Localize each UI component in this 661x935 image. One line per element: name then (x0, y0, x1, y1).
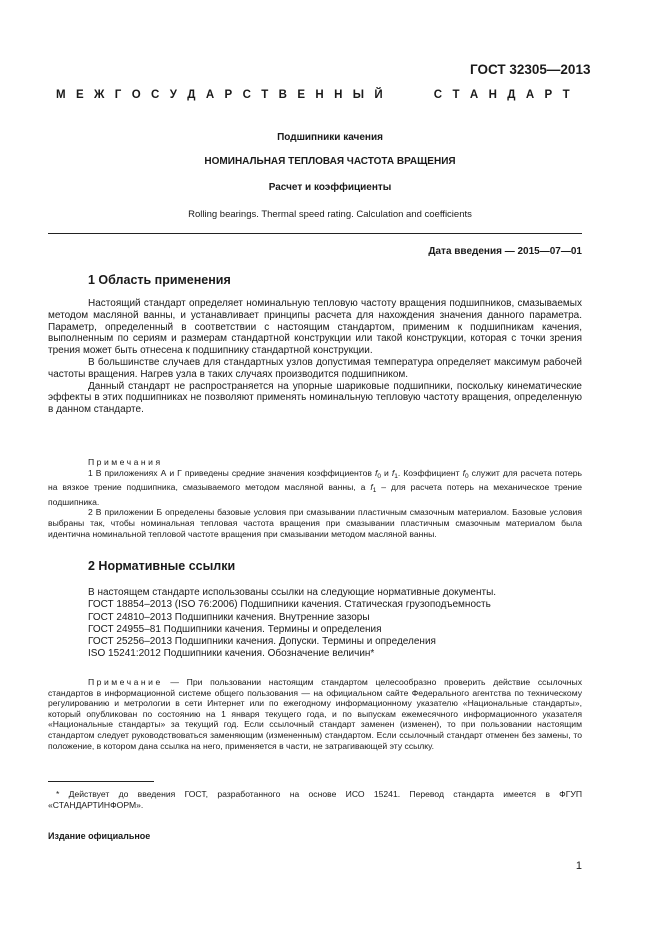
standard-type-letter: Д (187, 89, 196, 101)
section-1-heading: 1 Область применения (88, 273, 231, 287)
standard-type-letter: Р (544, 89, 553, 101)
reference-item: ГОСТ 24810–2013 Подшипники качения. Внутренние зазоры (88, 611, 370, 623)
note-heading: Примечание (88, 677, 163, 687)
standard-type-letter: Е (297, 89, 306, 101)
reference-item: ISO 15241:2012 Подшипники качения. Обозначение величин* (88, 648, 375, 660)
standard-type-letter: Н (334, 89, 343, 101)
standard-type-letter: Н (315, 89, 324, 101)
title-divider (48, 233, 582, 234)
title-line-3: Расчет и коэффициенты (268, 182, 392, 193)
standard-type-letter (393, 89, 396, 101)
title-line-2: НОМИНАЛЬНАЯ ТЕПЛОВАЯ ЧАСТОТА ВРАЩЕНИЯ (204, 156, 456, 167)
note-1: 1 В приложениях А и Г приведены средние значения коэффициентов $f_0$ и $f_1$. Коэффициент $f_0$ служит для расчета потерь на вязкое трение подшипника, смазываемого методом масляной ванны, а $f_1$ – для расчета потерь на механическое трение подшипника. (48, 467, 583, 507)
standard-type-letter: С (433, 89, 443, 101)
section-1-body (48, 298, 582, 416)
standard-type-letter: С (151, 89, 160, 101)
standard-type-heading (56, 89, 570, 101)
standard-type-letter: Т (261, 89, 269, 101)
standard-type-letter (407, 89, 410, 101)
standard-type-letter: Н (488, 89, 497, 101)
standard-type-letter: А (469, 89, 479, 101)
standard-type-letter: Й (374, 89, 383, 101)
section-1-paragraph-3: Данный стандарт не распространяется на упорные шариковые подшипники, поскольку кинематические эффекты в этих подшипниках не позволяют применять номинальную тепловую частоту вращения, определенную в данном стандарте. (48, 380, 582, 416)
note-2: 2 В приложении Б определены базовые условия при смазывании пластичным смазочным материалом. Базовые условия выбраны так, чтобы номинальная тепловая частота вращения при смазывании пластичным смазочным материалом была идентична номинальной тепловой частоте вращения при смазывании методом масляной ванны. (48, 507, 582, 539)
references-intro: В настоящем стандарте использованы ссылки на следующие нормативные документы. (88, 587, 497, 598)
standard-type-letter: Д (507, 89, 516, 101)
note-text: — При пользовании настоящим стандартом целесообразно проверить действие ссылочных стандартов в информационной системе общего пользования — на официальном сайте Федерального агентства по техническому регулированию и метрологии в сети Интернет или по ежегодному информационному указателю «Национальные стандарты», который опубликован по состоянию на 1 января текущего года, и по выпускам ежемесячного информационного указателя «Национальные стандарты» за текущий год. Если ссылочный стандарт заменен (изменен), то при пользовании настоящим стандартом следует руководствоваться заменяющим (измененным) стандартом. Если ссылочный стандарт отменен без замены, то положение, в котором дана ссылка на него, применяется в части, не затрагивающей эту ссылку. (48, 677, 582, 751)
footnote: * Действует до введения ГОСТ, разработанного на основе ИСО 15241. Перевод стандарта имеется в ФГУП «СТАНДАРТИНФОРМ». (48, 789, 582, 810)
edition-label: Издание официальное (48, 831, 151, 841)
standard-type-letter (420, 89, 423, 101)
standard-type-letter: Ы (352, 89, 365, 101)
standard-type-letter: А (205, 89, 215, 101)
title-line-1: Подшипники качения (277, 132, 383, 143)
standard-type-letter: Т (562, 89, 570, 101)
standard-type-letter: Ж (94, 89, 105, 101)
standard-type-letter: Е (75, 89, 84, 101)
standard-type-letter: М (56, 89, 66, 101)
footnote-divider (48, 781, 154, 782)
page-number: 1 (575, 860, 582, 872)
standard-type-letter: А (525, 89, 535, 101)
standard-type-letter: Г (114, 89, 122, 101)
section-2-note (48, 677, 582, 751)
reference-item: ГОСТ 24955–81 Подшипники качения. Термины и определения (88, 623, 382, 635)
standard-type-letter: У (169, 89, 177, 101)
intro-date: Дата введения — 2015—07—01 (428, 246, 582, 257)
reference-item: ГОСТ 18854–2013 (ISO 76:2006) Подшипники качения. Статическая грузоподъемность (88, 599, 491, 611)
notes-heading: Примечания (88, 457, 163, 467)
standard-type-letter: О (131, 89, 141, 101)
section-2-heading: 2 Нормативные ссылки (88, 559, 236, 573)
title-english: Rolling bearings. Thermal speed rating. Calculation and coefficients (188, 209, 472, 220)
section-1-paragraph-2: В большинстве случаев для стандартных узлов допустимая температура определяет максимум рабочей частоты вращения. Нагрев узла в таких случаях производится подшипником. (48, 356, 582, 380)
standard-type-letter: Т (452, 89, 460, 101)
reference-item: ГОСТ 25256–2013 Подшипники качения. Допуски. Термины и определения (88, 636, 436, 648)
standard-type-letter: В (278, 89, 287, 101)
standard-type-letter: Р (224, 89, 233, 101)
section-1-paragraph-1: Настоящий стандарт определяет номинальную тепловую частоту вращения подшипников, смазываемых методом масляной ванны, и устанавливает принципы расчета для нахождения значения данного параметра. Параметр, определенный в соответствии с настоящим стандартом, применим к подшипникам качения, выполненным по сериям и размерам стандартной конструкции или такой конструкции, которая с точки зрения трения может быть отнесена к подшипнику стандартной конструкции. (48, 298, 582, 357)
standard-code: ГОСТ 32305—2013 (470, 62, 591, 77)
standard-type-letter: С (242, 89, 251, 101)
references-list (88, 587, 582, 661)
section-1-notes (48, 457, 582, 539)
